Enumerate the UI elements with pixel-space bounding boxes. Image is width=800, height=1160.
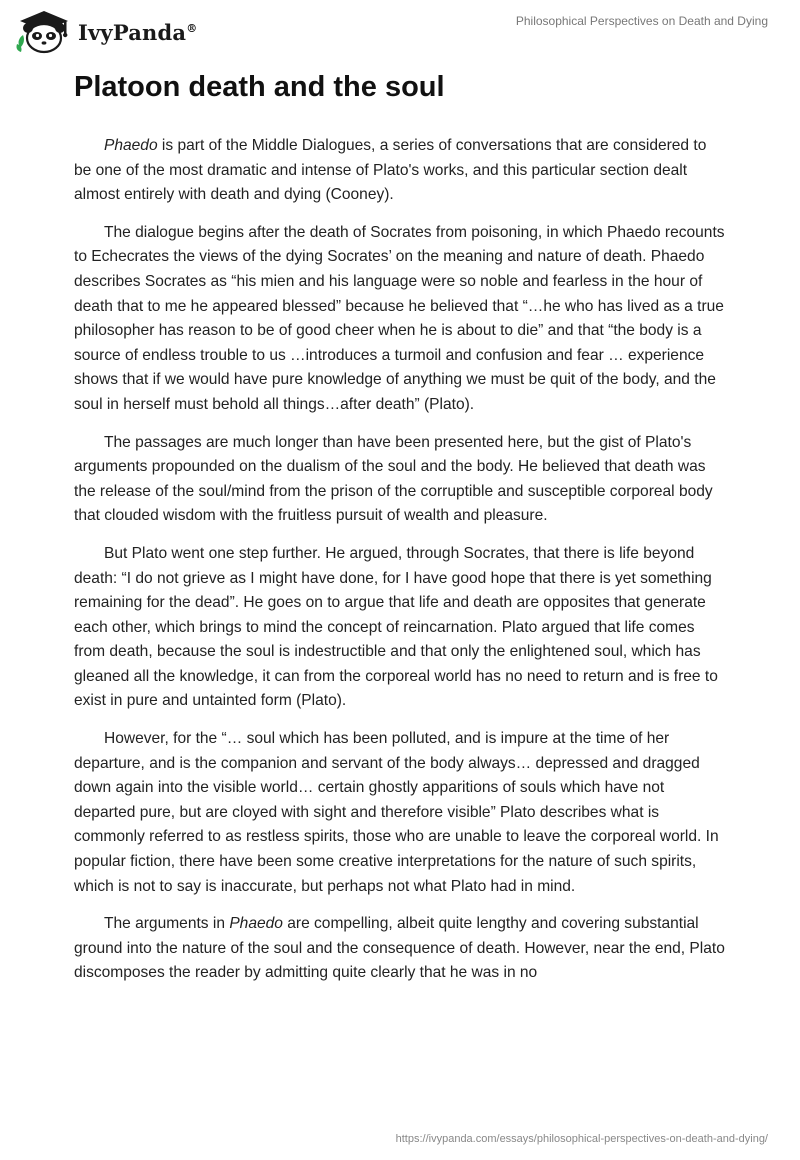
paragraph-text: is part of the Middle Dialogues, a series of conversations that are considered to be one of the most dramatic and intense of Plato's works, and this particular section dealt almost entirely with death and dying (Cooney). — [74, 137, 707, 204]
logo-text: IvyPanda — [78, 20, 187, 45]
paragraph — [74, 912, 726, 986]
panda-graduation-cap-logo-icon — [14, 8, 74, 54]
source-url-link[interactable]: https://ivypanda.com/essays/philosophical-perspectives-on-death-and-dying/ — [395, 1133, 768, 1145]
registered-mark: ® — [186, 22, 198, 35]
page-title: Platoon death and the soul — [74, 71, 445, 103]
logo-wordmark — [78, 20, 197, 45]
italic-title: Phaedo — [229, 915, 283, 933]
ivypanda-logo[interactable] — [14, 8, 198, 54]
paragraph: But Plato went one step further. He argued, through Socrates, that there is life beyond death: “I do not grieve as I might have done, for I have good hope that there is yet something remaining for the dead”. He goes on to argue that life and death are opposites that generate each other, which brings to mind the concept of reincarnation. Plato argued that life comes from death, because the soul is indestructible and that only the enlightened soul, which has gleaned all the knowledge, it can from the corporeal world has no need to return and is free to exist in pure and untainted form (Plato). — [74, 544, 718, 710]
paragraph: The dialogue begins after the death of Socrates from poisoning, in which Phaedo recounts to Echecrates the views of the dying Socrates’ on the meaning and nature of death. Phaedo describes Socrates as “his mien and his language were so noble and fearless in the hour of death that to me he appeared blessed” because he believed that “…he who has lived as a true philosopher has reason to be of good cheer when he is about to die” and that “the body is a source of endless trouble to us …introduces a turmoil and confusion and fear … experience shows that if we would have pure knowledge of anything we must be quit of the body, and the soul in herself must behold all things…after death” (Plato). — [74, 223, 725, 413]
article-body — [74, 134, 726, 999]
paragraph-text: are compelling, albeit quite lengthy and covering substantial ground into the nature of the soul and the consequence of death. However, near the end, Plato discomposes the reader by admitting quite clearly that he was in no — [74, 915, 725, 982]
document-title: Philosophical Perspectives on Death and Dying — [515, 14, 768, 28]
page-header — [0, 0, 800, 60]
paragraph: However, for the “… soul which has been polluted, and is impure at the time of her departure, and is the companion and servant of the body always… depressed and dragged down again into the visible world… certain ghostly apparitions of souls which have not departed pure, but are cloyed with sight and therefore visible” Plato describes what is commonly referred to as restless spirits, those who are unable to leave the corporeal world. In popular fiction, there have been some creative interpretations for the nature of such spirits, which is not to say is inaccurate, but perhaps not what Plato had in mind. — [74, 730, 719, 895]
italic-title: Phaedo — [104, 137, 158, 154]
paragraph: The passages are much longer than have been presented here, but the gist of Plato's arguments propounded on the dualism of the soul and the body. He believed that death was the release of the soul/mind from the prison of the corruptible and susceptible corporeal body that clouded wisdom with the fruitless pursuit of wealth and pleasure. — [74, 433, 713, 525]
paragraph-text: The arguments in — [104, 915, 230, 933]
paragraph — [74, 134, 726, 208]
